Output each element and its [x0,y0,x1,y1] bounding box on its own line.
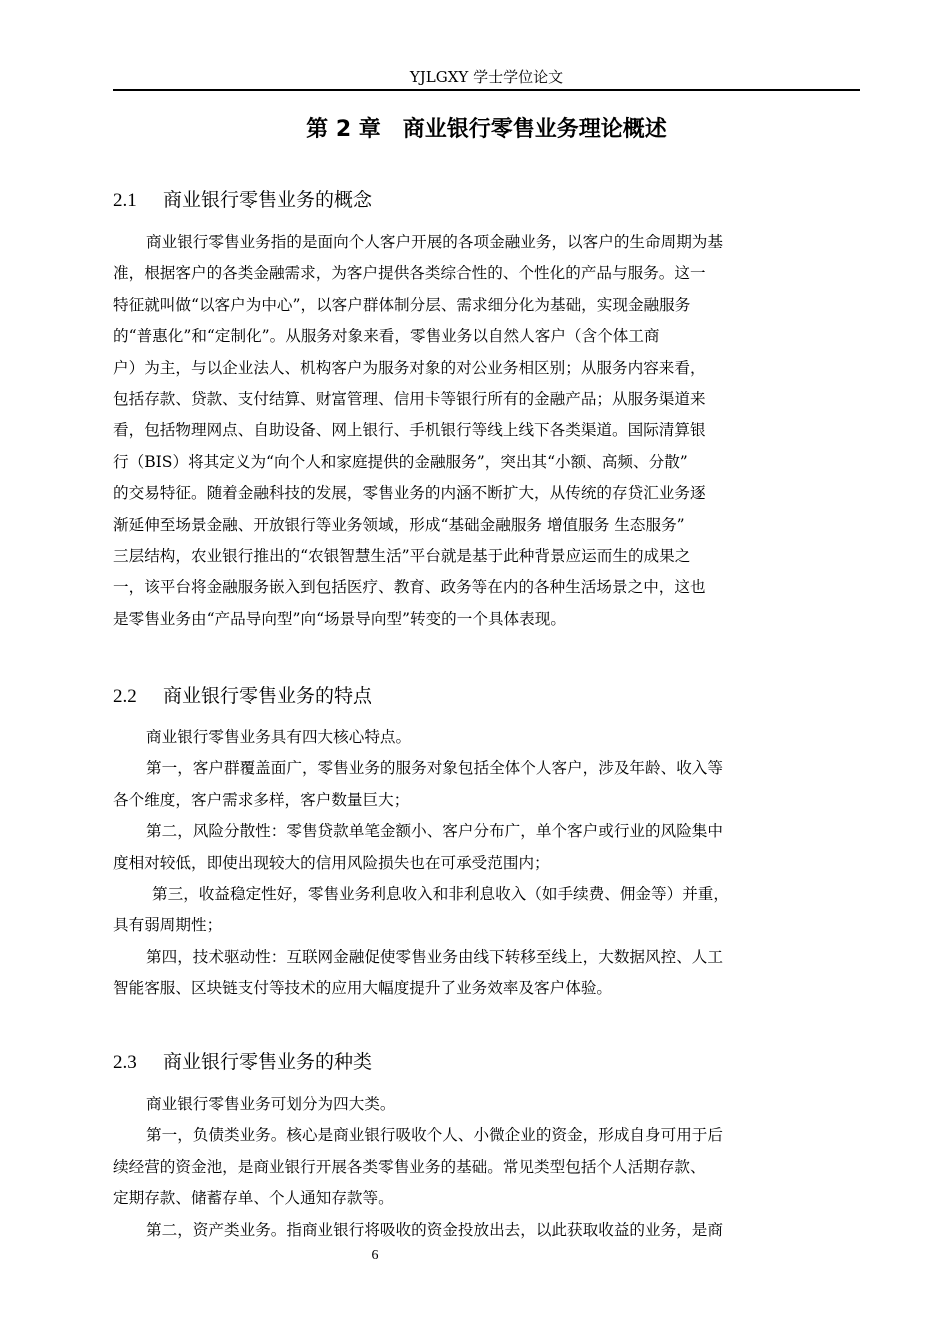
text-line: 第二，风险分散性：零售贷款单笔金额小、客户分布广，单个客户或行业的风险集中 [146,822,723,841]
text-line: 第一，客户群覆盖面广，零售业务的服务对象包括全体个人客户，涉及年龄、收入等 [146,759,723,778]
text-line: 一，该平台将金融服务嵌入到包括医疗、教育、政务等在内的各种生活场景之中，这也 [113,578,706,597]
text-line: 度相对较低，即使出现较大的信用风险损失也在可承受范围内； [113,853,550,872]
section-title-text: 商业银行零售业务的特点 [163,685,373,707]
chapter-title: 第 2 章 商业银行零售业务理论概述 [306,117,667,142]
text-line: 是零售业务由“产品导向型”向“场景导向型”转变的一个具体表现。 [113,609,566,628]
text-line: 特征就叫做“以客户为中心”，以客户群体制分层、需求细分化为基础，实现金融服务 [113,295,691,314]
paragraph-features [113,722,860,1005]
paragraph-concept [113,227,860,635]
text-line: 第二，资产类业务。指商业银行将吸收的资金投放出去，以此获取收益的业务，是商 [146,1220,723,1239]
text-line: 第一，负债类业务。核心是商业银行吸收个人、小微企业的资金，形成自身可用于后 [146,1126,723,1145]
text-line: 商业银行零售业务可划分为四大类。 [146,1095,396,1113]
section-title-text: 商业银行零售业务的概念 [163,189,373,211]
text-line: 看，包括物理网点、自助设备、网上银行、手机银行等线上线下各类渠道。国际清算银 [113,421,706,440]
section-heading-2-2 [113,682,860,711]
text-line: 渐延伸至场景金融、开放银行等业务领域，形成“基础金融服务 增值服务 生态服务” [113,515,685,534]
paragraph-types [113,1089,860,1246]
section-title-text: 商业银行零售业务的种类 [163,1051,373,1073]
page-number: 6 [371,1248,379,1263]
text-line: 第四，技术驱动性：互联网金融促使零售业务由线下转移至线上，大数据风控、人工 [146,947,723,966]
text-line: 户）为主，与以企业法人、机构客户为服务对象的对公业务相区别；从服务内容来看， [113,358,706,377]
header-rule [113,89,860,91]
text-line: 定期存款、储蓄存单、个人通知存款等。 [113,1189,394,1208]
section-heading-2-1 [113,186,860,215]
text-line: 准，根据客户的各类金融需求，为客户提供各类综合性的、个性化的产品与服务。这一 [113,264,706,283]
text-line: 商业银行零售业务具有四大核心特点。 [146,728,412,746]
section-heading-2-3 [113,1048,860,1077]
text-line: 行（BIS）将其定义为“向个人和家庭提供的金融服务”，突出其“小额、高频、分散” [113,452,688,471]
section-number: 2.1 [113,190,137,211]
text-line: 各个维度，客户需求多样，客户数量巨大； [113,790,410,809]
text-line: 三层结构，农业银行推出的“农银智慧生活”平台就是基于此种背景应运而生的成果之 [113,546,691,565]
text-line: 包括存款、贷款、支付结算、财富管理、信用卡等银行所有的金融产品；从服务渠道来 [113,389,706,408]
text-line: 具有弱周期性； [113,916,223,935]
text-line: 第三，收益稳定性好，零售业务利息收入和非利息收入（如手续费、佣金等）并重， [152,884,729,903]
text-line: 的交易特征。随着金融科技的发展，零售业务的内涵不断扩大，从传统的存贷汇业务逐 [113,484,706,503]
text-line: 的“普惠化”和“定制化”。从服务对象来看，零售业务以自然人客户（含个体工商 [113,327,660,346]
running-header: YJLGXY 学士学位论文 [409,68,564,86]
section-number: 2.2 [113,686,137,707]
section-number: 2.3 [113,1052,137,1073]
text-line: 智能客服、区块链支付等技术的应用大幅度提升了业务效率及客户体验。 [113,979,613,998]
text-line: 续经营的资金池，是商业银行开展各类零售业务的基础。常见类型包括个人活期存款、 [113,1157,706,1176]
text-line: 商业银行零售业务指的是面向个人客户开展的各项金融业务，以客户的生命周期为基 [146,233,723,251]
